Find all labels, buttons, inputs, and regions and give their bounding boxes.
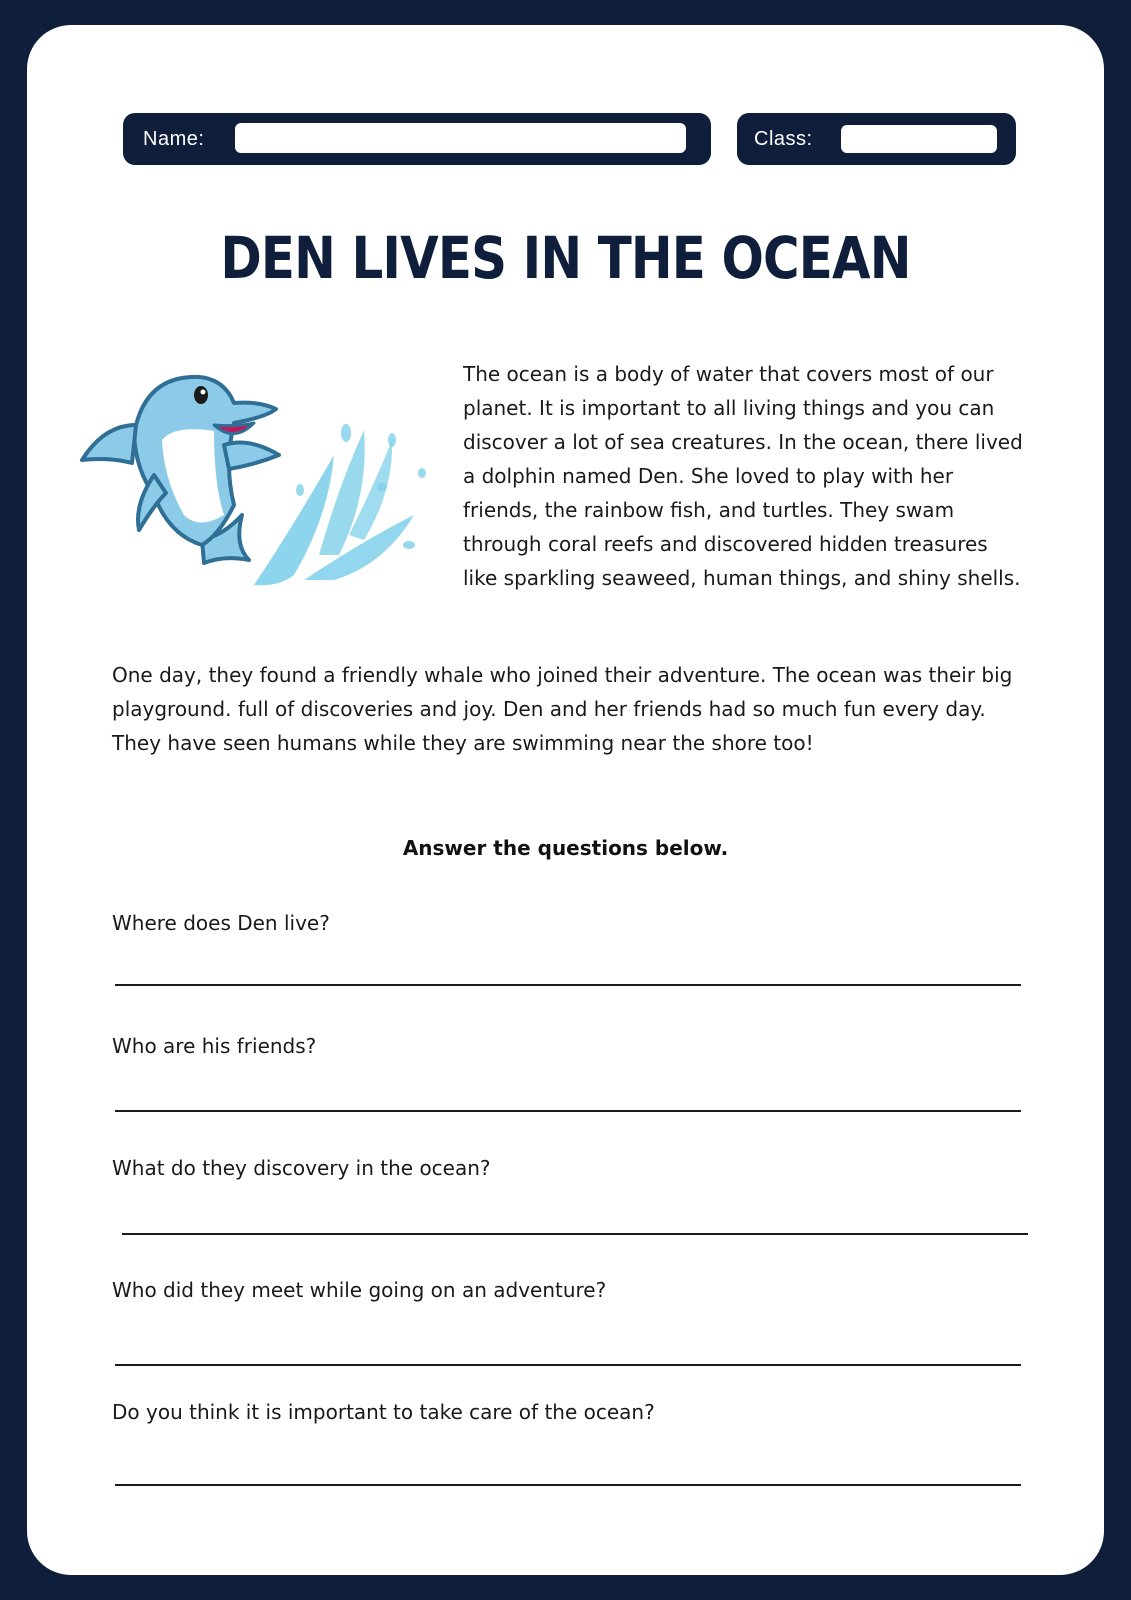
class-input[interactable] bbox=[841, 125, 997, 153]
page-title: DEN LIVES IN THE OCEAN bbox=[220, 224, 911, 292]
question-2: Who are his friends? bbox=[112, 1034, 317, 1058]
question-3: What do they discovery in the ocean? bbox=[112, 1156, 491, 1180]
answer-line-5[interactable] bbox=[115, 1484, 1021, 1486]
name-field-box bbox=[123, 113, 711, 165]
answer-line-3[interactable] bbox=[122, 1233, 1028, 1235]
name-input[interactable] bbox=[235, 123, 686, 153]
name-label: Name: bbox=[143, 127, 205, 150]
question-1: Where does Den live? bbox=[112, 911, 330, 935]
answer-line-2[interactable] bbox=[115, 1110, 1021, 1112]
instruction-heading: Answer the questions below. bbox=[402, 836, 729, 860]
story-paragraph-2: One day, they found a friendly whale who joined their adventure. The ocean was their big playground. full of discoveries and joy. Den and her friends had so much fun every day. They have seen humans while they are swimming near the shore too! bbox=[112, 663, 1013, 755]
question-5: Do you think it is important to take care of the ocean? bbox=[112, 1400, 655, 1424]
class-label: Class: bbox=[754, 127, 813, 150]
story-paragraph-1: The ocean is a body of water that covers most of our planet. It is important to all living things and you can discover a lot of sea creatures. In the ocean, there lived a dolphin named Den. She loved to play with her friends, the rainbow fish, and turtles. They swam through coral reefs and discovered hidden treasures like sparkling seaweed, human things, and shiny shells. bbox=[463, 362, 1023, 590]
dolphin-illustration bbox=[74, 365, 444, 605]
dolphin-icon bbox=[82, 377, 279, 563]
question-4: Who did they meet while going on an adventure? bbox=[112, 1278, 607, 1302]
answer-line-4[interactable] bbox=[115, 1364, 1021, 1366]
class-field-box bbox=[737, 113, 1016, 165]
water-splash-icon bbox=[254, 424, 426, 585]
answer-line-1[interactable] bbox=[115, 984, 1021, 986]
